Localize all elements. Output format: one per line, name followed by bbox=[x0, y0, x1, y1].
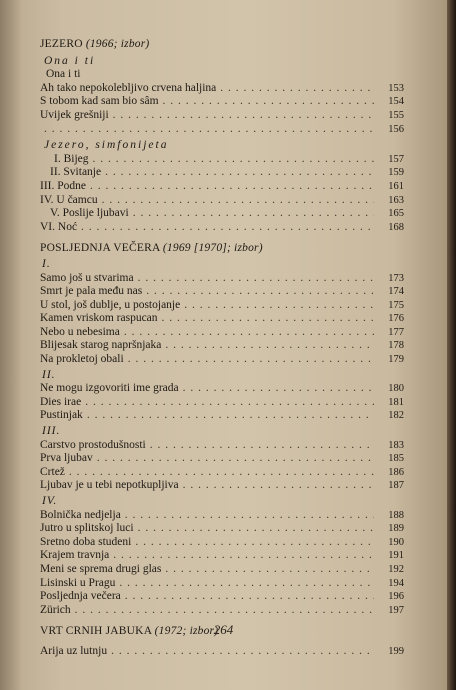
toc-entry-page: 168 bbox=[388, 221, 404, 233]
toc-entry-title: S tobom kad sam bio sâm bbox=[40, 95, 159, 108]
leader-dots bbox=[113, 109, 374, 123]
leader-dots bbox=[165, 563, 374, 577]
toc-entry-title: Kamen vriskom raspucan bbox=[40, 312, 158, 325]
toc-entry-page: 159 bbox=[388, 167, 404, 179]
leader-dots bbox=[124, 326, 374, 340]
toc-entry-page: 190 bbox=[388, 536, 404, 548]
toc-entry-title: Blijesak starog napršnjaka bbox=[40, 339, 162, 352]
toc-entry-page: 174 bbox=[388, 286, 404, 298]
toc-entry-page: 161 bbox=[388, 180, 404, 192]
toc-entry-page: 197 bbox=[388, 604, 404, 616]
toc-entry bbox=[40, 479, 404, 493]
toc-entry-page: 165 bbox=[388, 208, 404, 220]
section-title-text: JEZERO bbox=[40, 38, 83, 50]
toc-entry bbox=[40, 645, 404, 659]
toc-entry bbox=[40, 563, 404, 577]
toc-entry bbox=[40, 590, 404, 604]
toc-entry-page: 192 bbox=[388, 563, 404, 575]
toc-entry-title: Lisinski u Pragu bbox=[40, 576, 116, 589]
toc-entry bbox=[40, 536, 404, 550]
toc-entry bbox=[40, 68, 404, 82]
toc-entry-title: II. Svitanje bbox=[50, 166, 102, 179]
leader-dots bbox=[220, 82, 374, 96]
toc-entry bbox=[40, 180, 404, 194]
leader-dots bbox=[165, 339, 374, 353]
toc-entry-title: Pustinjak bbox=[40, 409, 83, 422]
toc-entry-page: 194 bbox=[388, 577, 404, 589]
leader-dots bbox=[183, 479, 374, 493]
toc-entry bbox=[40, 353, 404, 367]
toc-entry-title: Ljubav je u tebi nepotkupljiva bbox=[40, 479, 179, 492]
toc-entry-title: Jutro u splitskoj luci bbox=[40, 522, 134, 535]
leader-dots bbox=[135, 536, 374, 550]
toc-entry bbox=[40, 221, 404, 235]
leader-dots bbox=[119, 577, 374, 591]
section-title-note: (1969 [1970]; izbor) bbox=[162, 242, 263, 255]
section-title-note: (1972; izbor) bbox=[154, 625, 219, 638]
toc-entry-title: VI. Noć bbox=[40, 220, 78, 233]
leader-dots bbox=[97, 452, 374, 466]
toc-entry-title: Ne mogu izgovoriti ime grada bbox=[40, 382, 179, 395]
toc-entry-page: 175 bbox=[388, 299, 404, 311]
toc-entry-title: III. Podne bbox=[40, 179, 86, 192]
toc-entry-page: 183 bbox=[388, 439, 404, 451]
toc-entry bbox=[40, 194, 404, 208]
toc-entry bbox=[40, 382, 404, 396]
leader-dots bbox=[150, 439, 374, 453]
toc-entry bbox=[40, 312, 404, 326]
leader-dots bbox=[128, 353, 374, 367]
leader-dots bbox=[44, 123, 374, 137]
toc-entry bbox=[40, 326, 404, 340]
toc-entry bbox=[40, 439, 404, 453]
toc-entry-title: Smrt je pala među nas bbox=[40, 285, 143, 298]
toc-entry-title: Samo još u stvarima bbox=[40, 271, 134, 284]
toc-entry bbox=[40, 285, 404, 299]
toc-entry-page: 156 bbox=[388, 123, 404, 135]
toc-entry bbox=[40, 123, 404, 137]
toc-entry bbox=[40, 299, 404, 313]
leader-dots bbox=[163, 95, 374, 109]
toc-entry-page: 176 bbox=[388, 313, 404, 325]
leader-dots bbox=[87, 409, 374, 423]
toc-entry-page: 155 bbox=[388, 109, 404, 121]
leader-dots bbox=[133, 207, 374, 221]
toc-entry-page: 163 bbox=[388, 194, 404, 206]
toc-entry-page: 173 bbox=[388, 272, 404, 284]
section-title-text: POSLJEDNJA VEČERA bbox=[40, 242, 160, 255]
leader-dots bbox=[90, 180, 374, 194]
leader-dots bbox=[184, 299, 374, 313]
page-number: 264 bbox=[213, 622, 234, 637]
toc-entry-page: 182 bbox=[388, 410, 404, 422]
toc-entry-title: Zürich bbox=[40, 603, 71, 616]
toc-entry-page: 157 bbox=[388, 153, 404, 165]
page-edge bbox=[447, 0, 456, 690]
toc-entry bbox=[40, 95, 404, 109]
toc-entry-title: Meni se sprema drugi glas bbox=[40, 562, 162, 575]
toc-entry-title: Ona i ti bbox=[46, 68, 81, 81]
section-title-jezero bbox=[40, 38, 404, 52]
leader-dots bbox=[102, 194, 374, 208]
toc-entry-title: Dies irae bbox=[40, 395, 82, 408]
toc-entry bbox=[40, 82, 404, 96]
toc-entry bbox=[40, 509, 404, 523]
toc-entry bbox=[40, 153, 404, 167]
leader-dots bbox=[69, 466, 374, 480]
group-heading: Jezero, simfonijeta bbox=[44, 139, 169, 152]
toc-entry-page: 178 bbox=[388, 340, 404, 352]
table-of-contents bbox=[40, 38, 404, 659]
section-title-posljednja-vecera bbox=[40, 242, 404, 256]
toc-entry-title: V. Poslije ljubavi bbox=[50, 207, 129, 220]
toc-entry bbox=[40, 604, 404, 618]
toc-entry-page: 185 bbox=[388, 453, 404, 465]
toc-entry-title: Carstvo prostodušnosti bbox=[40, 438, 146, 451]
toc-entry bbox=[40, 166, 404, 180]
toc-entry-page: 153 bbox=[388, 82, 404, 94]
toc-entry-title: Bolnička nedjelja bbox=[40, 508, 121, 521]
toc-entry bbox=[40, 522, 404, 536]
toc-entry-page: 196 bbox=[388, 591, 404, 603]
toc-entry-page: 186 bbox=[388, 466, 404, 478]
toc-entry-page: 177 bbox=[388, 326, 404, 338]
leader-dots bbox=[93, 153, 375, 167]
toc-entry bbox=[40, 549, 404, 563]
leader-dots bbox=[105, 166, 374, 180]
leader-dots bbox=[138, 522, 374, 536]
toc-entry bbox=[40, 396, 404, 410]
toc-entry-title: Na prokletoj obali bbox=[40, 353, 124, 366]
toc-entry bbox=[40, 109, 404, 123]
leader-dots bbox=[111, 645, 374, 659]
toc-entry-title: Prva ljubav bbox=[40, 452, 93, 465]
leader-dots bbox=[162, 312, 374, 326]
toc-entry-page: 191 bbox=[388, 550, 404, 562]
toc-entry-title: U stol, još dublje, u postojanje bbox=[40, 298, 181, 311]
leader-dots bbox=[146, 285, 374, 299]
toc-entry-page: 199 bbox=[388, 645, 404, 657]
leader-dots bbox=[85, 396, 374, 410]
toc-entry-title: Ah tako nepokolebljivo crvena haljina bbox=[40, 81, 217, 94]
leader-dots bbox=[125, 509, 374, 523]
toc-entry bbox=[40, 272, 404, 286]
toc-entry-page: 179 bbox=[388, 354, 404, 366]
toc-entry-page: 187 bbox=[388, 480, 404, 492]
toc-entry bbox=[40, 207, 404, 221]
leader-dots bbox=[125, 590, 374, 604]
leader-dots bbox=[75, 604, 374, 618]
toc-entry-title: Posljednja večera bbox=[40, 590, 121, 603]
toc-entry-title: Nebo u nebesima bbox=[40, 325, 120, 338]
group-heading: Ona i ti bbox=[44, 54, 96, 67]
toc-entry-title: Krajem travnja bbox=[40, 549, 110, 562]
toc-entry-page: 180 bbox=[388, 383, 404, 395]
toc-entry-title: IV. U čamcu bbox=[40, 193, 98, 206]
leader-dots bbox=[81, 221, 374, 235]
group-heading: III. bbox=[42, 425, 61, 438]
toc-entry-title: Uvijek grešniji bbox=[40, 108, 109, 121]
toc-entry bbox=[40, 339, 404, 353]
spine-shadow bbox=[0, 0, 22, 690]
leader-dots bbox=[183, 382, 374, 396]
toc-entry-title: Arija uz lutnju bbox=[40, 644, 108, 657]
leader-dots bbox=[113, 549, 374, 563]
group-heading: II. bbox=[42, 368, 56, 381]
toc-entry bbox=[40, 409, 404, 423]
section-title-note: (1966; izbor) bbox=[85, 38, 150, 50]
toc-entry-title: I. Bijeg bbox=[54, 152, 89, 165]
group-heading: IV. bbox=[42, 495, 58, 507]
toc-entry-title: Sretno doba studeni bbox=[40, 535, 132, 548]
toc-entry-page: 181 bbox=[388, 396, 404, 408]
toc-entry-title: Crtež bbox=[40, 465, 65, 478]
group-heading: I. bbox=[42, 257, 51, 270]
toc-entry-page: 189 bbox=[388, 523, 404, 535]
toc-entry bbox=[40, 452, 404, 466]
toc-entry bbox=[40, 577, 404, 591]
toc-entry-page: 154 bbox=[388, 96, 404, 108]
section-title-text: VRT CRNIH JABUKA bbox=[40, 625, 152, 638]
leader-dots bbox=[138, 272, 374, 286]
toc-entry bbox=[40, 466, 404, 480]
toc-entry-page: 188 bbox=[388, 509, 404, 521]
